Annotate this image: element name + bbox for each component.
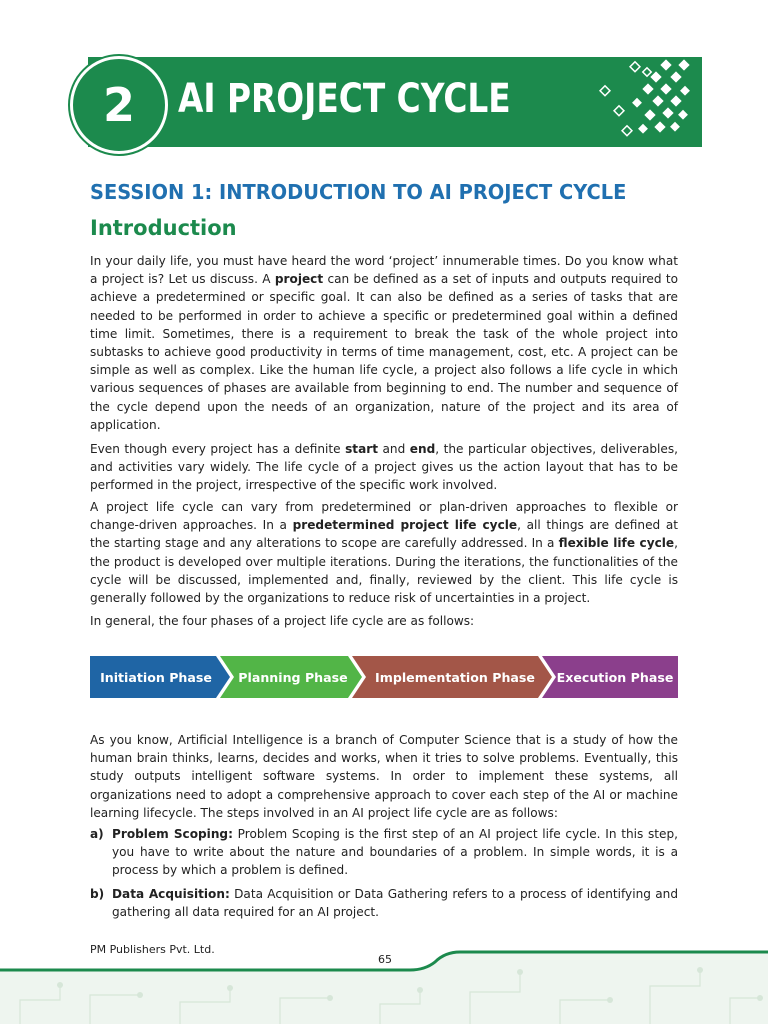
phase-label-implementation: Implementation Phase	[375, 669, 535, 685]
phase-label-execution: Execution Phase	[556, 669, 674, 685]
paragraph-4: In general, the four phases of a project life cycle are as follows:	[90, 614, 475, 628]
list-item-body: Problem Scoping: Problem Scoping is the first step of an AI project life cycle. In this step, you have to write about the nature and boundaries of a problem. In simple words, it is a process by which a problem is defined.	[112, 827, 678, 878]
page-number: 65	[378, 953, 392, 966]
chapter-title: AI PROJECT CYCLE	[178, 76, 511, 122]
session-title: SESSION 1: INTRODUCTION TO AI PROJECT CYCLE	[90, 180, 627, 204]
paragraph-5: As you know, Artificial Intelligence is a branch of Computer Science that is a study of how the human brain thinks, learns, decides and works, when it tries to solve problems. Eventually, this study outputs intelligent software systems. In order to implement these systems, all organizations need to adopt a comprehensive approach to cover each step of the AI or machine learning lifecycle. The steps involved in an AI project life cycle are as follows:	[90, 733, 678, 820]
list-marker: a)	[90, 827, 104, 841]
section-heading: Introduction	[90, 216, 237, 240]
phase-label-initiation: Initiation Phase	[100, 669, 212, 685]
paragraph-2: Even though every project has a definite start and end, the particular objectives, deliverables, and activities vary widely. The life cycle of a project gives us the action layout that has to be performed in the project, irrespective of the specific work involved.	[90, 442, 678, 493]
chapter-number: 2	[70, 56, 168, 154]
list-item	[90, 885, 678, 921]
publisher-name: PM Publishers Pvt. Ltd.	[90, 943, 215, 956]
diamond-pattern-icon	[512, 57, 702, 147]
list-item-body: Data Acquisition: Data Acquisition or Data Gathering refers to a process of identifying and gathering all data required for an AI project.	[112, 887, 678, 920]
phase-diagram	[90, 656, 678, 698]
list-item	[90, 825, 678, 880]
paragraph-1: In your daily life, you must have heard the word ‘project’ innumerable times. Do you know what a project is? Let us discuss. A project can be defined as a set of inputs and outputs required to achieve a predetermined or specific goal. It can also be defined as a series of tasks that are needed to be performed in order to achieve a specific or predetermined goal within a defined time limit. Sometimes, there is a requirement to break the task of the whole project into subtasks to achieve good productivity in terms of time management, cost, etc. A project can be simple as well as complex. Like the human life cycle, a project also follows a life cycle in which various sequences of phases are available from beginning to end. The number and sequence of the cycle depend upon the needs of an organization, nature of the project and its area of application.	[90, 254, 678, 432]
list-marker: b)	[90, 887, 105, 901]
phase-label-planning: Planning Phase	[238, 669, 348, 685]
paragraph-3: A project life cycle can vary from predetermined or plan-driven approaches to flexible or change-driven approaches. In a predetermined project life cycle, all things are defined at the starting stage and any alterations to scope are carefully addressed. In a flexible life cycle, the product is developed over multiple iterations. During the iterations, the functionalities of the cycle will be discussed, implemented and, finally, reviewed by the client. This life cycle is generally followed by the organizations to reduce risk of uncertainties in a project.	[90, 500, 679, 606]
